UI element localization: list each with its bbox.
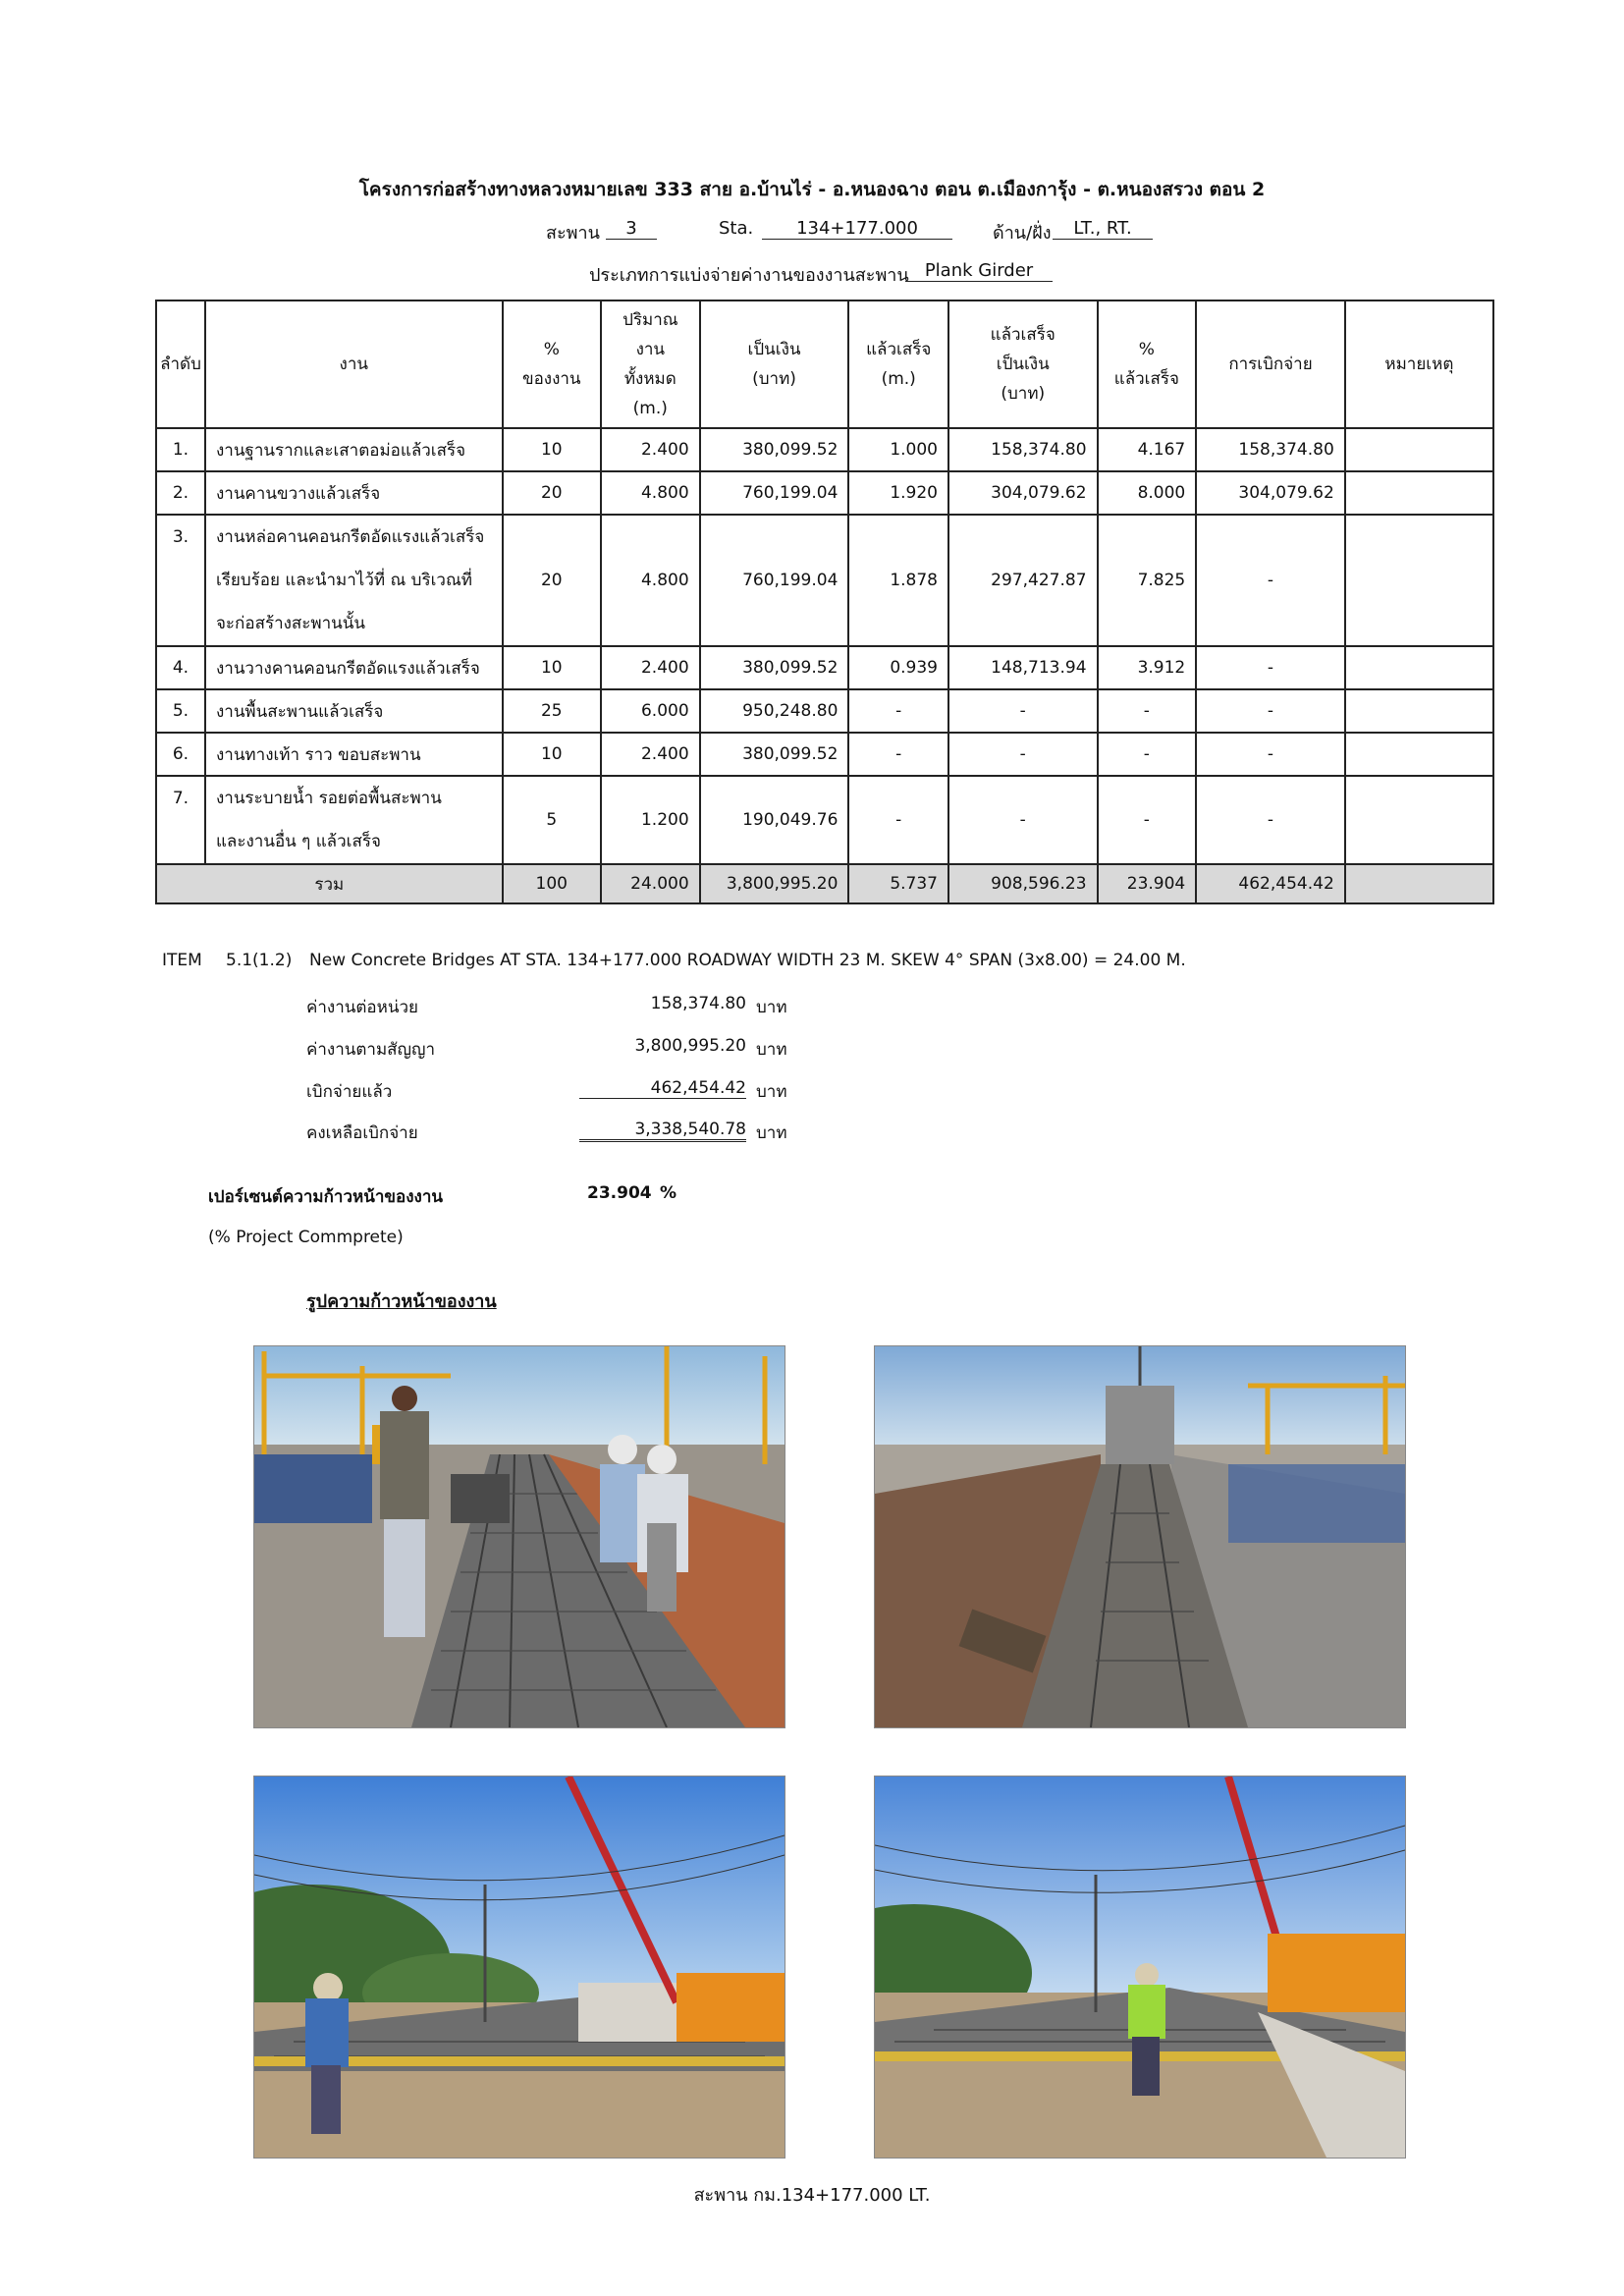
row-pct-done: 4.167 <box>1098 428 1197 471</box>
total-pct-done: 23.904 <box>1098 864 1197 903</box>
summary-unit: บาท <box>756 1082 787 1102</box>
progress-table <box>155 300 1494 904</box>
row-paid: - <box>1196 515 1345 646</box>
side-value: LT., RT. <box>1053 218 1153 240</box>
summary-label: เบิกจ่ายแล้ว <box>306 1082 393 1102</box>
table-row <box>156 776 1493 864</box>
row-qty: 6.000 <box>601 689 700 733</box>
progress-unit: % <box>660 1183 677 1203</box>
document-title: โครงการก่อสร้างทางหลวงหมายเลข 333 สาย อ.บ้านไร่ - อ.หนองฉาง ตอน ต.เมืองการุ้ง - ต.หนองสรวง ตอน 2 <box>358 179 1266 200</box>
header-done-amount: แล้วเสร็จ เป็นเงิน (บาท) <box>948 301 1098 428</box>
row-pct-done: 7.825 <box>1098 515 1197 646</box>
row-paid: - <box>1196 689 1345 733</box>
sta-value: 134+177.000 <box>762 218 952 240</box>
row-amount: 380,099.52 <box>700 733 849 776</box>
row-paid: - <box>1196 733 1345 776</box>
row-qty: 2.400 <box>601 646 700 689</box>
row-done-amount: - <box>948 733 1098 776</box>
row-amount: 380,099.52 <box>700 428 849 471</box>
header-pct-done: % แล้วเสร็จ <box>1098 301 1197 428</box>
row-remark <box>1345 689 1493 733</box>
row-pct: 5 <box>503 776 601 864</box>
row-pct: 10 <box>503 733 601 776</box>
row-paid: 158,374.80 <box>1196 428 1345 471</box>
summary-unit: บาท <box>756 1123 787 1143</box>
summary-value: 3,338,540.78 <box>579 1120 746 1142</box>
progress-photo-3 <box>253 1776 785 2159</box>
row-paid: - <box>1196 646 1345 689</box>
row-done-amount: 158,374.80 <box>948 428 1098 471</box>
sta-label: Sta. <box>719 218 754 239</box>
side-label: ด้าน/ฝั่ง <box>993 223 1052 244</box>
total-pct: 100 <box>503 864 601 903</box>
progress-photo-1 <box>253 1345 785 1728</box>
row-pct: 25 <box>503 689 601 733</box>
row-remark <box>1345 515 1493 646</box>
table-row <box>156 646 1493 689</box>
table-row <box>156 733 1493 776</box>
row-pct-done: 8.000 <box>1098 471 1197 515</box>
progress-photo-2 <box>874 1345 1406 1728</box>
header-qty-total: ปริมาณ งานทั้งหมด (m.) <box>601 301 700 428</box>
row-done: - <box>848 733 948 776</box>
bridge-type-label: ประเภทการแบ่งจ่ายค่างานของงานสะพาน <box>589 265 909 286</box>
row-work: งานคานขวางแล้วเสร็จ <box>205 471 503 515</box>
row-work: งานทางเท้า ราว ขอบสะพาน <box>205 733 503 776</box>
table-row <box>156 689 1493 733</box>
row-no: 2. <box>156 471 205 515</box>
table-header-row <box>156 301 1493 428</box>
row-done-amount: 148,713.94 <box>948 646 1098 689</box>
row-paid: 304,079.62 <box>1196 471 1345 515</box>
header-remark: หมายเหตุ <box>1345 301 1493 428</box>
row-paid: - <box>1196 776 1345 864</box>
bridge-type-value: Plank Girder <box>905 260 1053 282</box>
row-amount: 380,099.52 <box>700 646 849 689</box>
row-amount: 760,199.04 <box>700 515 849 646</box>
row-pct-done: - <box>1098 689 1197 733</box>
table-row <box>156 428 1493 471</box>
row-work: งานหล่อคานคอนกรีตอัดแรงแล้วเสร็จ เรียบร้อย และนำมาไว้ที่ ณ บริเวณที่ จะก่อสร้างสะพานนั้น <box>205 515 503 646</box>
row-amount: 760,199.04 <box>700 471 849 515</box>
summary-value: 158,374.80 <box>650 994 746 1013</box>
row-done: - <box>848 689 948 733</box>
progress-sub-label: (% Project Commprete) <box>208 1228 404 1247</box>
row-remark <box>1345 733 1493 776</box>
progress-photo-4 <box>874 1776 1406 2159</box>
table-total-row <box>156 864 1493 903</box>
row-no: 1. <box>156 428 205 471</box>
row-work: งานวางคานคอนกรีตอัดแรงแล้วเสร็จ <box>205 646 503 689</box>
header-done: แล้วเสร็จ (m.) <box>848 301 948 428</box>
row-done-amount: 297,427.87 <box>948 515 1098 646</box>
row-pct-done: 3.912 <box>1098 646 1197 689</box>
summary-unit: บาท <box>756 1040 787 1060</box>
item-code: 5.1(1.2) <box>226 951 293 970</box>
row-pct-done: - <box>1098 776 1197 864</box>
summary-label: คงเหลือเบิกจ่าย <box>306 1123 418 1143</box>
row-done: 0.939 <box>848 646 948 689</box>
bridge-label: สะพาน <box>546 223 600 244</box>
summary-value: 462,454.42 <box>579 1078 746 1099</box>
total-remark <box>1345 864 1493 903</box>
row-remark <box>1345 428 1493 471</box>
total-done-amount: 908,596.23 <box>948 864 1098 903</box>
header-no: ลำดับ <box>156 301 205 428</box>
total-qty: 24.000 <box>601 864 700 903</box>
row-done: 1.000 <box>848 428 948 471</box>
bridge-number: 3 <box>606 218 657 240</box>
row-pct: 10 <box>503 428 601 471</box>
summary-unit: บาท <box>756 998 787 1017</box>
row-qty: 4.800 <box>601 515 700 646</box>
row-amount: 190,049.76 <box>700 776 849 864</box>
summary-value: 3,800,995.20 <box>634 1036 746 1056</box>
row-work: งานระบายน้ำ รอยต่อพื้นสะพาน และงานอื่น ๆ แล้วเสร็จ <box>205 776 503 864</box>
row-no: 3. <box>156 515 205 646</box>
row-no: 7. <box>156 776 205 864</box>
row-qty: 2.400 <box>601 428 700 471</box>
row-pct: 10 <box>503 646 601 689</box>
total-label: รวม <box>156 864 503 903</box>
row-work: งานฐานรากและเสาตอม่อแล้วเสร็จ <box>205 428 503 471</box>
item-description: New Concrete Bridges AT STA. 134+177.000 ROADWAY WIDTH 23 M. SKEW 4° SPAN (3x8.00) = 24.00 M. <box>309 951 1186 970</box>
row-no: 6. <box>156 733 205 776</box>
header-amount: เป็นเงิน (บาท) <box>700 301 849 428</box>
row-done-amount: - <box>948 776 1098 864</box>
photos-title: รูปความก้าวหน้าของงาน <box>306 1291 497 1312</box>
progress-label: เปอร์เซนต์ความก้าวหน้าของงาน <box>208 1187 443 1207</box>
row-pct: 20 <box>503 471 601 515</box>
row-done-amount: - <box>948 689 1098 733</box>
summary-label: ค่างานต่อหน่วย <box>306 998 418 1017</box>
row-no: 4. <box>156 646 205 689</box>
progress-value: 23.904 <box>587 1183 652 1203</box>
table-row <box>156 471 1493 515</box>
summary-label: ค่างานตามสัญญา <box>306 1040 436 1060</box>
row-work: งานพื้นสะพานแล้วเสร็จ <box>205 689 503 733</box>
row-qty: 1.200 <box>601 776 700 864</box>
row-done-amount: 304,079.62 <box>948 471 1098 515</box>
row-qty: 2.400 <box>601 733 700 776</box>
row-pct: 20 <box>503 515 601 646</box>
row-qty: 4.800 <box>601 471 700 515</box>
table-row <box>156 515 1493 646</box>
total-done: 5.737 <box>848 864 948 903</box>
item-label: ITEM <box>162 951 202 970</box>
header-work: งาน <box>205 301 503 428</box>
row-pct-done: - <box>1098 733 1197 776</box>
row-remark <box>1345 776 1493 864</box>
row-remark <box>1345 646 1493 689</box>
header-paid: การเบิกจ่าย <box>1196 301 1345 428</box>
row-done: - <box>848 776 948 864</box>
row-no: 5. <box>156 689 205 733</box>
row-done: 1.878 <box>848 515 948 646</box>
header-pct-work: % ของงาน <box>503 301 601 428</box>
total-amount: 3,800,995.20 <box>700 864 849 903</box>
total-paid: 462,454.42 <box>1196 864 1345 903</box>
row-amount: 950,248.80 <box>700 689 849 733</box>
page-footer: สะพาน กม.134+177.000 LT. <box>693 2185 931 2206</box>
row-done: 1.920 <box>848 471 948 515</box>
row-remark <box>1345 471 1493 515</box>
